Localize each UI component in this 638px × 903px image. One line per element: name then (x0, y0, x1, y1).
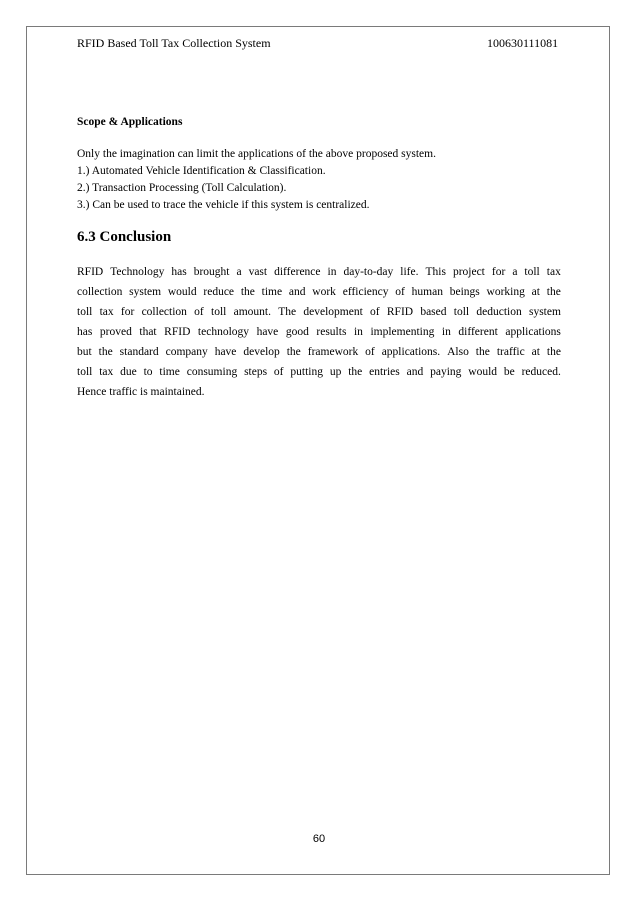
scope-item: 3.) Can be used to trace the vehicle if this system is centralized. (77, 199, 370, 211)
paragraph-line: but the standard company have develop the framework of applications. Also the traffic at the (77, 346, 561, 358)
paragraph-line: collection system would reduce the time and work efficiency of human beings working at the (77, 286, 561, 298)
conclusion-paragraph (77, 262, 561, 402)
scope-item: 1.) Automated Vehicle Identification & Classification. (77, 165, 326, 177)
conclusion-title: 6.3 Conclusion (77, 229, 172, 245)
paragraph-line: has proved that RFID technology have good results in implementing in different applications (77, 326, 561, 338)
scope-heading: Scope & Applications (77, 116, 183, 128)
paragraph-line: toll tax due to time consuming steps of putting up the entries and paying would be reduced. (77, 366, 561, 378)
paragraph-line: RFID Technology has brought a vast difference in day-to-day life. This project for a toll tax (77, 266, 561, 278)
scope-item: 2.) Transaction Processing (Toll Calculation). (77, 182, 287, 194)
scope-list (77, 146, 436, 214)
page-number: 60 (312, 833, 326, 845)
header-id-number: 100630111081 (487, 36, 559, 50)
header-title: RFID Based Toll Tax Collection System (77, 36, 271, 50)
paragraph-line: toll tax for collection of toll amount. The development of RFID based toll deduction system (77, 306, 561, 318)
scope-intro: Only the imagination can limit the applications of the above proposed system. (77, 148, 436, 160)
paragraph-line-last: Hence traffic is maintained. (77, 386, 205, 398)
